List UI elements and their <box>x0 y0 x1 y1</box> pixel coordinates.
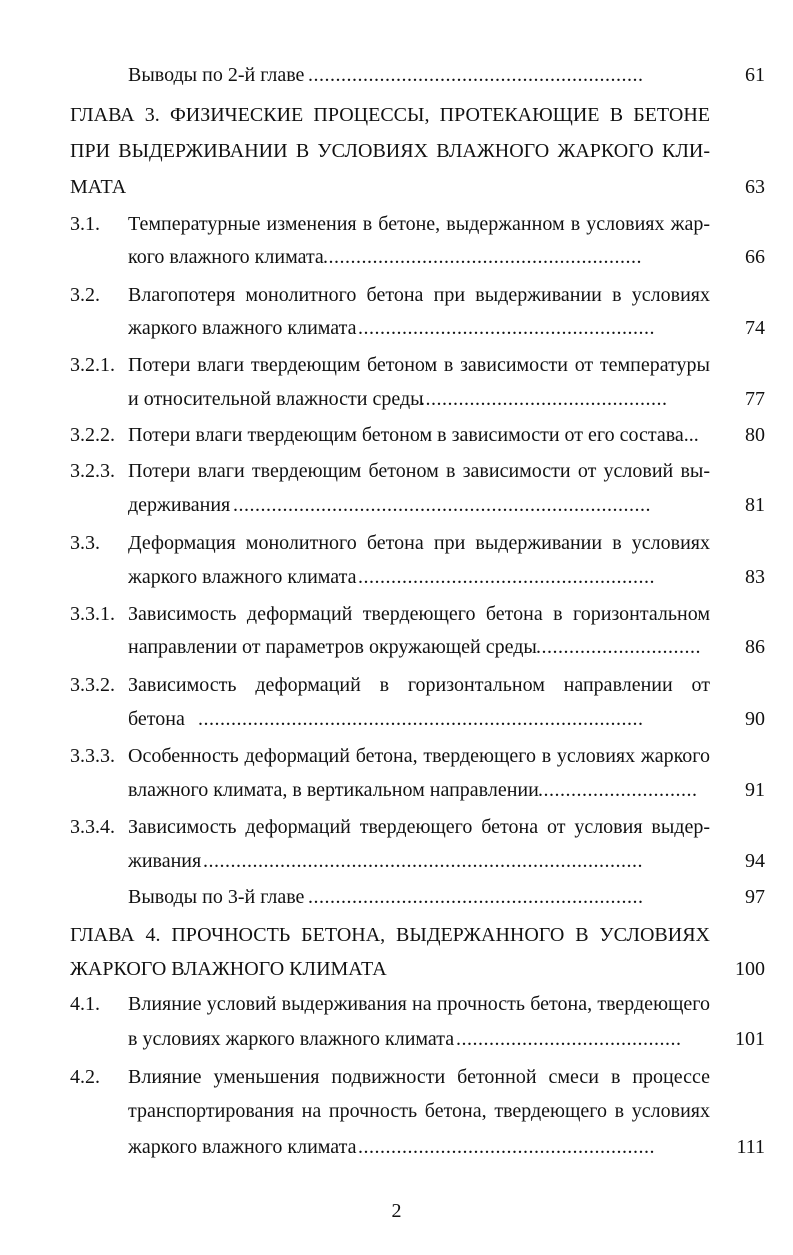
toc-entry-4-2: 4.2. Влияние уменьшения подвижности бетонной смеси в процессе <box>0 1062 793 1092</box>
leader-dots: ............................................. <box>420 388 668 410</box>
toc-entry-3-3-1: 3.3.1. Зависимость деформаций твердеющего бетона в горизонтальном <box>0 599 793 629</box>
leader-dots: ................................................................................ <box>203 850 643 872</box>
toc-entry-text: Выводы по 3-й главе <box>128 886 305 908</box>
leader-dots: .......................................................... <box>323 246 642 268</box>
toc-entry-3-2-2: 3.2.2. Потери влаги твердеющим бетоном в зависимости от его состава... 80 <box>0 420 793 450</box>
toc-page-number: 111 <box>736 1136 765 1158</box>
chapter-4-title-line-2: ЖАРКОГО ВЛАЖНОГО КЛИМАТА 100 <box>0 954 793 984</box>
leader-dots: ......................................... <box>456 1028 682 1050</box>
toc-page-number: 74 <box>745 317 765 339</box>
toc-entry-3-2-cont: жаркого влажного климата ...................................................... 74 <box>0 313 793 343</box>
leader-dots: ...................................................... <box>358 1136 655 1158</box>
toc-page-number: 63 <box>745 176 765 198</box>
toc-entry-3-2-3: 3.2.3. Потери влаги твердеющим бетоном в зависимости от условий вы- <box>0 456 793 486</box>
toc-entry-3-3-4: 3.3.4. Зависимость деформаций твердеющего бетона от условия выдер- <box>0 812 793 842</box>
toc-entry-4-1: 4.1. Влияние условий выдерживания на прочность бетона, твердеющего <box>0 989 793 1019</box>
section-number: 3.3.4. <box>70 816 115 838</box>
toc-entry-3-3-2: 3.3.2. Зависимость деформаций в горизонтальном направлении от <box>0 670 793 700</box>
toc-page-number: 86 <box>745 636 765 658</box>
section-number: 4.2. <box>70 1066 100 1088</box>
toc-page-number: 94 <box>745 850 765 872</box>
toc-entry-4-2-cont-1: транспортирования на прочность бетона, твердеющего в условиях <box>128 1100 710 1122</box>
toc-entry-3-3-cont: жаркого влажного климата ...................................................... 83 <box>0 562 793 592</box>
leader-dots: ...................................................... <box>358 317 655 339</box>
toc-entry-conclusions-ch3 <box>0 882 793 912</box>
toc-entry-3-3-3-cont: влажного климата, в вертикальном направлении ............................. 91 <box>0 775 793 805</box>
toc-page-number: 100 <box>735 958 765 980</box>
toc-entry-3-3-1-cont: направлении от параметров окружающей среды .............................. 86 <box>0 632 793 662</box>
toc-entry-3-3-2-cont: бетона ................................................................................. 90 <box>0 704 793 734</box>
toc-page-number: 80 <box>745 424 765 446</box>
chapter-3-title-line-1: ГЛАВА 3. ФИЗИЧЕСКИЕ ПРОЦЕССЫ, ПРОТЕКАЮЩИЕ В БЕТОНЕ <box>70 104 710 126</box>
chapter-4-title-line-1: ГЛАВА 4. ПРОЧНОСТЬ БЕТОНА, ВЫДЕРЖАННОГО В УСЛОВИЯХ <box>70 924 710 946</box>
section-number: 3.3. <box>70 532 100 554</box>
toc-page-number: 101 <box>735 1028 765 1050</box>
toc-entry-conclusions-ch2 <box>0 60 793 90</box>
leader-dots: ............................................................. <box>308 64 644 86</box>
section-number: 3.2.2. <box>70 424 115 446</box>
section-number: 3.2. <box>70 284 100 306</box>
leader-dots: ............................................................................ <box>233 494 651 516</box>
toc-page-number: 97 <box>745 886 765 908</box>
toc-entry-3-3-3: 3.3.3. Особенность деформаций бетона, твердеющего в условиях жаркого <box>0 741 793 771</box>
toc-entry-3-3-4-cont: живания ................................................................................ 94 <box>0 846 793 876</box>
toc-entry-3-2: 3.2. Влагопотеря монолитного бетона при выдерживании в условиях <box>0 280 793 310</box>
toc-page-number: 66 <box>745 246 765 268</box>
toc-page-number: 83 <box>745 566 765 588</box>
toc-entry-3-2-1: 3.2.1. Потери влаги твердеющим бетоном в зависимости от температуры <box>0 350 793 380</box>
leader-dots: ................................................................................. <box>198 708 644 730</box>
toc-entry-3-3: 3.3. Деформация монолитного бетона при выдерживании в условиях <box>0 528 793 558</box>
toc-entry-3-2-1-cont: и относительной влажности среды ............................................. 77 <box>0 384 793 414</box>
toc-entry-3-2-3-cont: держивания ............................................................................ 81 <box>0 490 793 520</box>
section-number: 3.2.1. <box>70 354 115 376</box>
leader-dots: ...................................................... <box>358 566 655 588</box>
leader-dots: ............................. <box>538 779 698 801</box>
section-number: 3.3.3. <box>70 745 115 767</box>
toc-entry-4-2-cont-2: жаркого влажного климата ...................................................... 111 <box>0 1132 793 1162</box>
toc-page-number: 81 <box>745 494 765 516</box>
toc-page-number: 90 <box>745 708 765 730</box>
section-number: 3.3.1. <box>70 603 115 625</box>
section-number: 3.3.2. <box>70 674 115 696</box>
leader-dots: ............................................................. <box>308 886 644 908</box>
toc-entry-text: Выводы по 2-й главе <box>128 64 305 86</box>
toc-page-number: 77 <box>745 388 765 410</box>
footer-page-number: 2 <box>391 1200 402 1222</box>
chapter-3-title-line-2: ПРИ ВЫДЕРЖИВАНИИ В УСЛОВИЯХ ВЛАЖНОГО ЖАРКОГО КЛИ- <box>70 140 710 162</box>
section-number: 3.1. <box>70 213 100 235</box>
toc-entry-4-1-cont: в условиях жаркого влажного климата ......................................... 101 <box>0 1024 793 1054</box>
toc-entry-3-1: 3.1. Температурные изменения в бетоне, выдержанном в условиях жар- <box>0 209 793 239</box>
section-number: 3.2.3. <box>70 460 115 482</box>
chapter-3-title-line-3: МАТА 63 <box>0 172 793 202</box>
section-number: 4.1. <box>70 993 100 1015</box>
toc-page-number: 91 <box>745 779 765 801</box>
toc-entry-3-1-cont: кого влажного климата .......................................................... 66 <box>0 242 793 272</box>
toc-page-number: 61 <box>745 64 765 86</box>
leader-dots: .............................. <box>536 636 701 658</box>
